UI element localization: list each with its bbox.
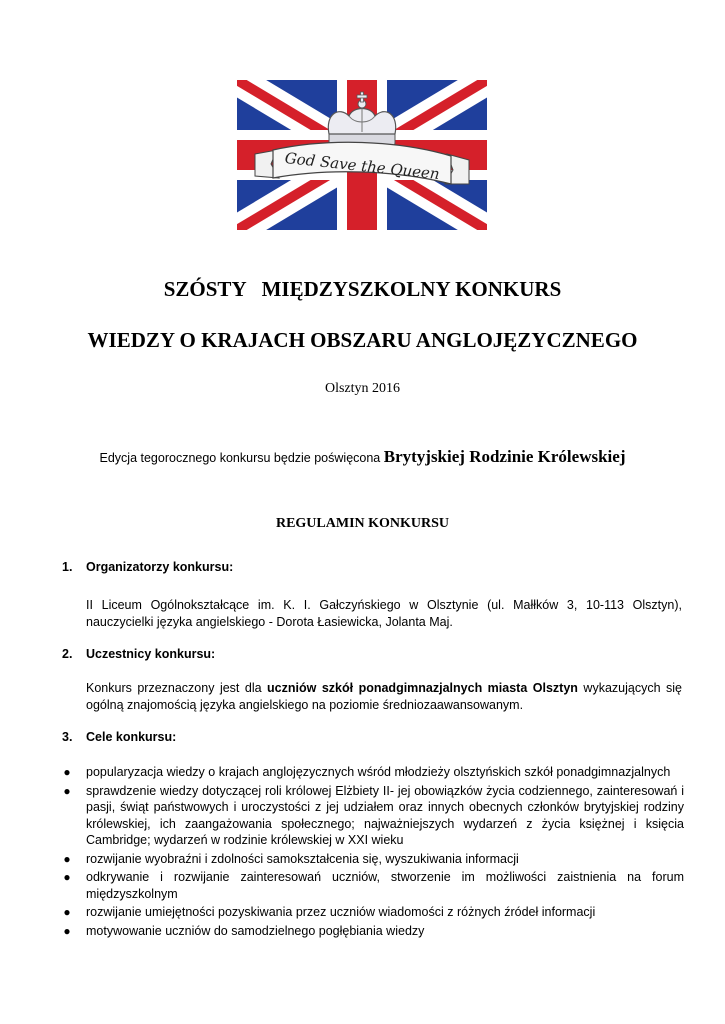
section-heading-organizers (62, 560, 233, 574)
list-item-text: sprawdzenie wiedzy dotyczącej roli królowej Elżbiety II- jej obowiązków życia codziennego, zainteresowań i pasji, świąt państwowych i uroczystości z jej udziałem oraz innych obecnych członków brytyjskiej rodziny królewskiej, ich zaangażowania społecznego; najważniejszych wydarzeń z życia księżnej i księcia Cambridge; wydarzeń w rodzinie królewskiej w XXI wieku (86, 783, 684, 847)
section-text-organizers: II Liceum Ogólnokształcące im. K. I. Gałczyńskiego w Olsztynie (ul. Małłków 3, 10-113 Olsztyn), nauczycielki języka angielskiego - Dorota Łasiewicka, Jolanta Maj. (86, 598, 682, 629)
list-item (62, 764, 684, 781)
list-item (62, 783, 684, 849)
bullet-icon: ● (63, 851, 71, 866)
bullet-icon: ● (63, 783, 71, 798)
participants-text-before: Konkurs przeznaczony jest dla (86, 681, 268, 695)
section-number: 3. (62, 730, 73, 744)
list-item (62, 869, 684, 902)
section-title: Organizatorzy konkursu: (86, 560, 234, 574)
participants-text-bold: uczniów szkół ponadgimnazjalnych miasta Olsztyn (267, 681, 578, 695)
bullet-icon: ● (63, 870, 71, 884)
goals-list (62, 764, 684, 941)
edition-note (0, 447, 725, 467)
list-item (62, 923, 684, 940)
edition-prefix: Edycja tegorocznego konkursu będzie poświęcona (99, 451, 384, 465)
bullet-icon: ● (63, 923, 71, 938)
section-number: 1. (62, 560, 73, 574)
section-heading-participants (62, 647, 215, 661)
regulation-heading: REGULAMIN KONKURSU (275, 516, 450, 531)
list-item (62, 851, 684, 868)
list-item-text: rozwijanie wyobraźni i zdolności samokształcenia się, wyszukiwania informacji (86, 851, 519, 866)
section-heading-goals (62, 730, 176, 744)
section-title: Cele konkursu: (86, 730, 177, 744)
edition-emphasis: Brytyjskiej Rodzinie Królewskiej (383, 447, 626, 466)
page-title-line1: SZÓSTY MIĘDZYSZKOLNY KONKURS (163, 277, 562, 301)
bullet-icon: ● (63, 905, 71, 919)
list-item-text: odkrywanie i rozwijanie zainteresowań uczniów, stworzenie im możliwości zaistnienia na forum międzyszkolnym (86, 870, 684, 901)
list-item-text: popularyzacja wiedzy o krajach anglojęzycznych wśród młodzieży olsztyńskich szkół ponadgimnazjalnych (86, 765, 671, 779)
page-title-line2: WIEDZY O KRAJACH OBSZARU ANGLOJĘZYCZNEGO (87, 328, 638, 352)
place-date: Olsztyn 2016 (324, 381, 401, 396)
list-item (62, 904, 684, 921)
list-item-text: motywowanie uczniów do samodzielnego pogłębiania wiedzy (86, 923, 425, 938)
section-title: Uczestnicy konkursu: (86, 647, 216, 661)
participants-text-after: wykazujących się ogólną znajomością języka angielskiego na poziomie średniozaawansowanym. (86, 681, 682, 712)
union-jack-crown-image (237, 80, 487, 230)
section-number: 2. (62, 647, 73, 661)
section-text-participants (86, 680, 682, 714)
bullet-icon: ● (63, 765, 71, 779)
ribbon-text: God Save the Queen (283, 148, 441, 184)
list-item-text: rozwijanie umiejętności pozyskiwania przez uczniów wiadomości z różnych źródeł informacji (86, 905, 596, 919)
